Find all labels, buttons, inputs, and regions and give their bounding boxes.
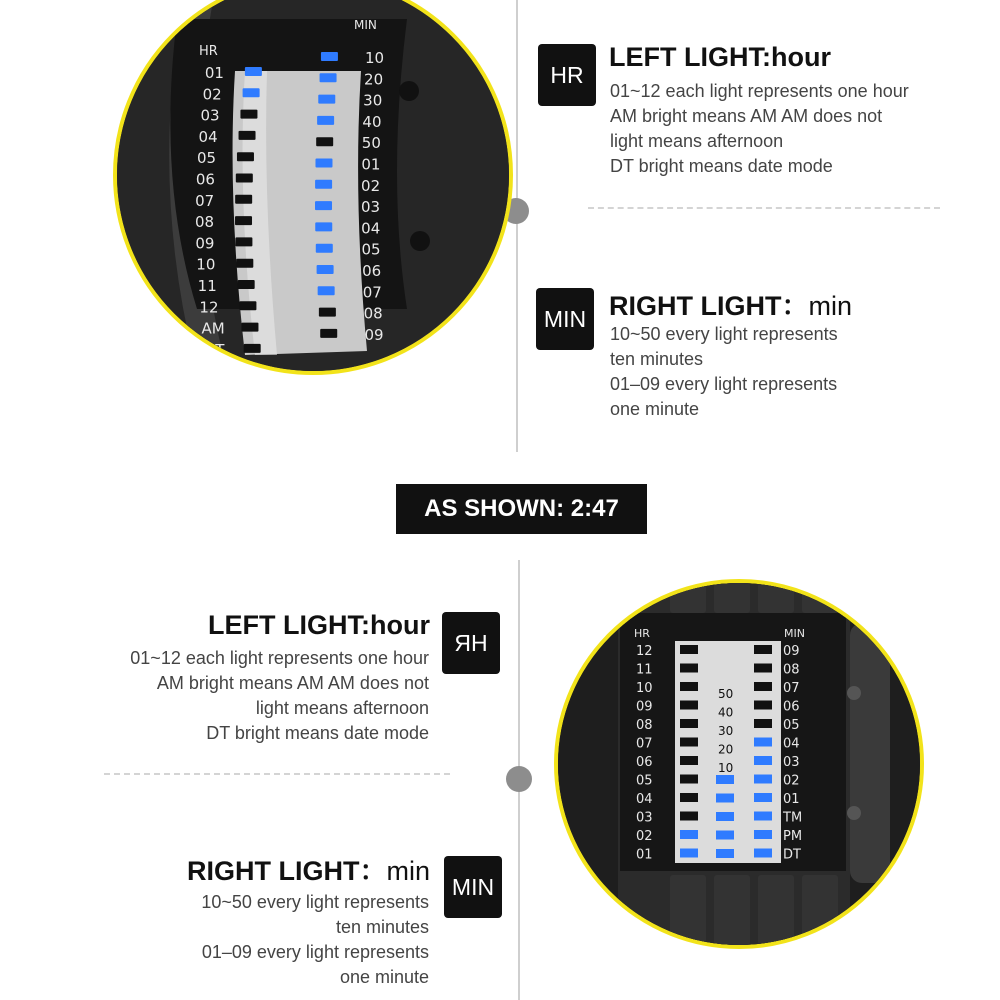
hour-led-off: [244, 344, 261, 353]
hour-led-off: [235, 216, 252, 225]
tens-led-lit: [716, 831, 734, 840]
hour-scale-label: 03: [636, 810, 653, 826]
minute-scale-label: 50: [361, 134, 381, 153]
minute-scale-label: 10: [364, 49, 385, 67]
hour-scale-label: 10: [636, 681, 653, 696]
minute-scale-label: 08: [783, 662, 800, 678]
bottom-min-badge-label: MIN: [451, 873, 495, 900]
tens-led-lit: [716, 794, 734, 803]
minute-scale-label: 06: [362, 262, 382, 280]
bottom-hour-description: [130, 646, 429, 746]
bottom-divider-dot: [506, 766, 532, 792]
tens-led-lit: [716, 849, 734, 858]
hour-scale-label: 07: [636, 736, 653, 752]
minute-scale-label: 07: [783, 681, 800, 696]
hour-scale-label: 10: [196, 255, 216, 274]
bottom-dashed-separator: [104, 773, 450, 775]
bottom-watch-closeup: [554, 579, 924, 949]
hour-scale-label: 04: [636, 792, 653, 807]
strap-link: [670, 875, 706, 945]
right-light-heading: [609, 284, 852, 323]
hour-desc-line: DT bright means date mode: [206, 723, 429, 743]
hour-scale-label: 11: [197, 277, 217, 295]
hour-scale-label: 02: [636, 829, 653, 844]
minute-scale-label: 04: [361, 219, 381, 238]
hour-led-off: [236, 259, 253, 268]
hour-scale-label: 06: [195, 170, 215, 189]
minute-desc-line: one minute: [339, 967, 429, 987]
minute-scale-label: 01: [361, 155, 381, 174]
as-shown-text: AS SHOWN: 2:47: [424, 495, 619, 522]
hour-led-off: [680, 812, 698, 821]
hour-scale-label: 01: [636, 847, 653, 863]
bottom-hr-badge-label: ЯH: [454, 629, 488, 656]
watch-side-case: [850, 623, 890, 883]
minute-led-lit: [315, 222, 332, 231]
minute-led-lit: [315, 180, 332, 189]
minute-led-off: [320, 329, 337, 338]
hour-led-off: [239, 131, 256, 140]
hour-scale-label: DT: [203, 340, 225, 359]
bottom-min-badge: [444, 856, 502, 918]
hour-led-off: [680, 701, 698, 710]
hour-scale-label: 11: [636, 662, 653, 678]
min-badge: [536, 288, 594, 350]
minute-led-off: [754, 701, 772, 710]
watch-crown-button: [410, 231, 430, 251]
hr-badge-label: HR: [550, 61, 584, 88]
hour-scale-label: 12: [636, 644, 653, 659]
plate-tens-label: 10: [718, 761, 734, 775]
hour-scale-label: 07: [195, 191, 215, 210]
minute-led-lit: [318, 286, 335, 295]
minute-description: [610, 322, 838, 422]
left-light-heading: LEFT LIGHT:hour: [609, 42, 831, 72]
hour-desc-line: DT bright means date mode: [610, 156, 833, 176]
minute-desc-line: 01–09 every light represents: [610, 374, 838, 394]
minute-scale-label: 02: [361, 176, 381, 195]
hour-led-lit: [243, 88, 260, 97]
minute-scale-label: 03: [783, 755, 800, 770]
minute-led-lit: [754, 775, 772, 784]
hour-scale-label: 06: [636, 755, 653, 770]
bottom-hr-badge: [442, 612, 500, 674]
top-divider-line: [516, 0, 518, 452]
strap-link: [714, 875, 750, 945]
minute-scale-label: 06: [783, 699, 800, 715]
watch-crown-button: [399, 81, 419, 101]
minute-led-lit: [754, 830, 772, 839]
minute-led-lit: [318, 95, 335, 104]
strap-link: [802, 583, 838, 613]
minute-scale-label: 05: [361, 240, 381, 259]
strap-link: [670, 583, 706, 613]
minute-led-lit: [754, 793, 772, 802]
plate-tens-label: 50: [718, 687, 734, 701]
hour-desc-line: AM bright means AM AM does not: [156, 673, 429, 693]
tens-led-lit: [716, 812, 734, 821]
minute-led-lit: [317, 116, 334, 125]
minute-scale-label: TM: [783, 810, 803, 826]
hour-led-off: [240, 110, 257, 119]
hour-scale-label: 08: [195, 213, 215, 232]
hour-desc-line: light means afternoon: [255, 698, 429, 718]
hour-led-off: [680, 664, 698, 673]
hour-led-off: [241, 323, 258, 332]
minute-scale-label: 05: [783, 718, 800, 733]
hour-scale-label: 02: [202, 85, 222, 104]
hour-scale-label: 05: [636, 773, 653, 789]
tens-led-lit: [716, 775, 734, 784]
minute-led-lit: [754, 756, 772, 765]
hr-badge: [538, 44, 596, 106]
hour-scale-label: 08: [636, 718, 653, 733]
hour-desc-line: 01~12 each light represents one hour: [130, 648, 429, 668]
minute-scale-label: 40: [362, 112, 382, 131]
minute-desc-line: ten minutes: [610, 349, 704, 369]
hour-led-lit: [245, 67, 262, 76]
hour-scale-label: 09: [195, 234, 215, 253]
minute-led-off: [754, 664, 772, 673]
hour-desc-line: AM bright means AM AM does not: [610, 106, 883, 126]
minute-led-lit: [320, 73, 337, 82]
watch-min-header: MIN: [784, 627, 805, 640]
bottom-right-light-unit: min: [386, 856, 430, 886]
as-shown-banner: [396, 484, 647, 534]
minute-desc-line: 10~50 every light represents: [201, 892, 429, 912]
hour-led-off: [680, 682, 698, 691]
hour-scale-label: 01: [204, 64, 224, 82]
minute-led-lit: [316, 244, 333, 253]
min-badge-label: MIN: [543, 305, 587, 332]
hour-desc-line: 01~12 each light represents one hour: [610, 81, 909, 101]
minute-led-lit: [317, 265, 334, 274]
watch-crown-button: [847, 686, 861, 700]
hour-scale-label: 12: [199, 298, 219, 317]
minute-led-lit: [754, 738, 772, 747]
minute-scale-label: 04: [783, 736, 800, 752]
minute-led-off: [754, 682, 772, 691]
minute-scale-label: 08: [363, 304, 383, 323]
minute-scale-label: PM: [783, 829, 803, 844]
hour-led-off: [680, 645, 698, 654]
minute-led-lit: [315, 159, 332, 168]
hour-led-off: [680, 719, 698, 728]
hour-led-off: [680, 756, 698, 765]
top-dashed-separator: [588, 207, 940, 209]
plate-tens-label: 30: [718, 724, 734, 738]
watch-crown-button: [847, 806, 861, 820]
hour-scale-label: 03: [200, 106, 220, 125]
hour-scale-label: 04: [198, 127, 218, 146]
hour-led-off: [680, 738, 698, 747]
hour-scale-label: 05: [196, 149, 217, 168]
minute-scale-label: 20: [364, 70, 384, 89]
top-watch-face: [117, 0, 509, 371]
hour-led-off: [235, 195, 252, 204]
watch-hr-header: HR: [199, 44, 218, 59]
minute-scale-label: 30: [363, 91, 383, 110]
minute-scale-label: 09: [783, 644, 800, 659]
bottom-minute-description: [201, 890, 429, 990]
hour-led-lit: [680, 849, 698, 858]
minute-led-lit: [321, 52, 338, 61]
right-light-title: RIGHT LIGHT：: [609, 291, 809, 321]
minute-scale-label: 01: [783, 792, 800, 807]
minute-desc-line: 10~50 every light represents: [610, 324, 838, 344]
minute-scale-label: 03: [361, 198, 381, 217]
hour-led-off: [680, 793, 698, 802]
watch-min-header: MIN: [354, 18, 377, 32]
strap-link: [802, 875, 838, 945]
watch-hr-header: HR: [634, 627, 650, 640]
hour-scale-label: AM: [201, 319, 225, 338]
plate-tens-label: 20: [718, 742, 734, 757]
hour-desc-line: light means afternoon: [610, 131, 784, 151]
minute-led-off: [754, 719, 772, 728]
hour-led-off: [239, 301, 256, 310]
minute-scale-label: DT: [783, 847, 801, 863]
hour-led-off: [235, 237, 252, 246]
hour-led-off: [680, 775, 698, 784]
hour-led-off: [238, 280, 255, 289]
strap-link: [758, 583, 794, 613]
hour-led-off: [236, 174, 253, 183]
minute-led-lit: [754, 812, 772, 821]
minute-desc-line: one minute: [610, 399, 700, 419]
hour-led-off: [237, 152, 254, 161]
hour-description: [610, 79, 909, 179]
right-light-unit: min: [808, 291, 852, 321]
minute-led-lit: [315, 201, 332, 210]
bottom-right-light-title: RIGHT LIGHT：: [187, 856, 387, 886]
minute-desc-line: 01–09 every light represents: [201, 942, 429, 962]
bottom-watch-face: [558, 583, 920, 945]
top-watch-closeup: [113, 0, 513, 375]
bottom-left-light-heading: LEFT LIGHT:hour: [208, 610, 430, 640]
strap-link: [758, 875, 794, 945]
hour-led-lit: [680, 830, 698, 839]
minute-led-off: [319, 308, 336, 317]
minute-scale-label: 02: [783, 773, 800, 789]
minute-scale-label: 09: [364, 325, 384, 344]
minute-led-lit: [754, 849, 772, 858]
plate-tens-label: 40: [718, 705, 734, 720]
minute-scale-label: 07: [362, 283, 382, 302]
minute-desc-line: ten minutes: [335, 917, 429, 937]
strap-link: [714, 583, 750, 613]
minute-led-off: [316, 137, 333, 146]
hour-scale-label: 09: [636, 699, 653, 715]
bottom-right-light-heading: [187, 849, 430, 888]
minute-led-off: [754, 645, 772, 654]
